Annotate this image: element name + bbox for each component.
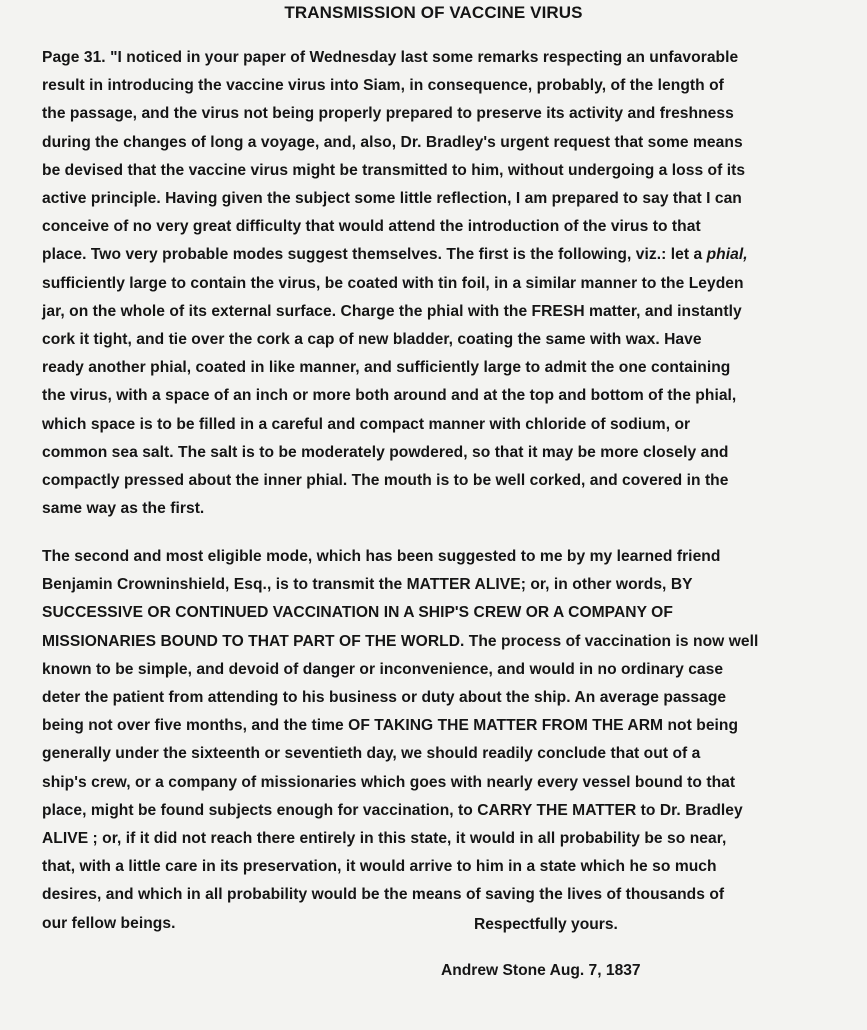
document-title: TRANSMISSION OF VACCINE VIRUS [284, 3, 583, 22]
text-line: Page 31. "I noticed in your paper of Wednesday last some remarks respecting an unfavorable [42, 49, 739, 66]
text-line: ALIVE ; or, if it did not reach there entirely in this state, it would in all probability be so near, [42, 830, 727, 848]
text-line: result in introducing the vaccine virus into Siam, in consequence, probably, of the length of [42, 77, 724, 95]
text-line: compactly pressed about the inner phial. The mouth is to be well corked, and covered in the [42, 472, 729, 490]
text-line: be devised that the vaccine virus might be transmitted to him, without undergoing a loss of its [42, 161, 746, 179]
text-line: the passage, and the virus not being properly prepared to preserve its activity and freshness [42, 105, 734, 123]
text-line: conceive of no very great difficulty that would attend the introduction of the virus to that [42, 218, 701, 236]
italic-word: phial, [706, 246, 748, 264]
text-line: which space is to be filled in a careful and compact manner with chloride of sodium, or [42, 415, 691, 433]
text-line: cork it tight, and tie over the cork a cap of new bladder, coating the same with wax. Have [42, 331, 702, 349]
text-segment: place. Two very probable modes suggest themselves. The first is the following, viz.: let a [42, 246, 707, 264]
paragraph-first-mode [42, 44, 748, 523]
text-line-with-italic [42, 241, 748, 269]
text-line: our fellow beings. [42, 914, 176, 932]
signature-line: Andrew Stone Aug. 7, 1837 [441, 962, 641, 979]
text-line: known to be simple, and devoid of danger or inconvenience, and would in no ordinary case [42, 660, 724, 678]
text-line: The second and most eligible mode, which has been suggested to me by my learned friend [42, 548, 721, 565]
text-line: being not over five months, and the time OF TAKING THE MATTER FROM THE ARM not being [42, 717, 739, 735]
text-line: active principle. Having given the subject some little reflection, I am prepared to say that I can [42, 190, 742, 208]
closing-salutation: Respectfully yours. [474, 916, 618, 933]
text-line: place, might be found subjects enough for vaccination, to CARRY THE MATTER to Dr. Bradley [42, 801, 743, 819]
paragraph-second-mode [42, 543, 758, 938]
text-line: SUCCESSIVE OR CONTINUED VACCINATION IN A SHIP'S CREW OR A COMPANY OF [42, 604, 673, 622]
text-line: that, with a little care in its preservation, it would arrive to him in a state which he so much [42, 858, 717, 876]
text-line: MISSIONARIES BOUND TO THAT PART OF THE WORLD. The process of vaccination is now well [42, 632, 759, 650]
text-line: generally under the sixteenth or seventieth day, we should readily conclude that out of a [42, 745, 701, 763]
text-line: ship's crew, or a company of missionaries which goes with nearly every vessel bound to that [42, 773, 736, 791]
text-line: sufficiently large to contain the virus, be coated with tin foil, in a similar manner to the Leyden [42, 274, 744, 292]
text-line: desires, and which in all probability would be the means of saving the lives of thousands of [42, 886, 725, 904]
text-line: common sea salt. The salt is to be moderately powdered, so that it may be more closely and [42, 443, 729, 461]
text-line: Benjamin Crowninshield, Esq., is to transmit the MATTER ALIVE; or, in other words, BY [42, 576, 693, 594]
text-line: the virus, with a space of an inch or more both around and at the top and bottom of the phial, [42, 387, 737, 405]
text-line: ready another phial, coated in like manner, and sufficiently large to admit the one containing [42, 359, 731, 377]
text-line: deter the patient from attending to his business or duty about the ship. An average passage [42, 689, 727, 707]
text-line: same way as the first. [42, 500, 205, 518]
text-line: jar, on the whole of its external surface. Charge the phial with the FRESH matter, and instantly [42, 302, 742, 320]
text-line: during the changes of long a voyage, and, also, Dr. Bradley's urgent request that some means [42, 133, 743, 151]
